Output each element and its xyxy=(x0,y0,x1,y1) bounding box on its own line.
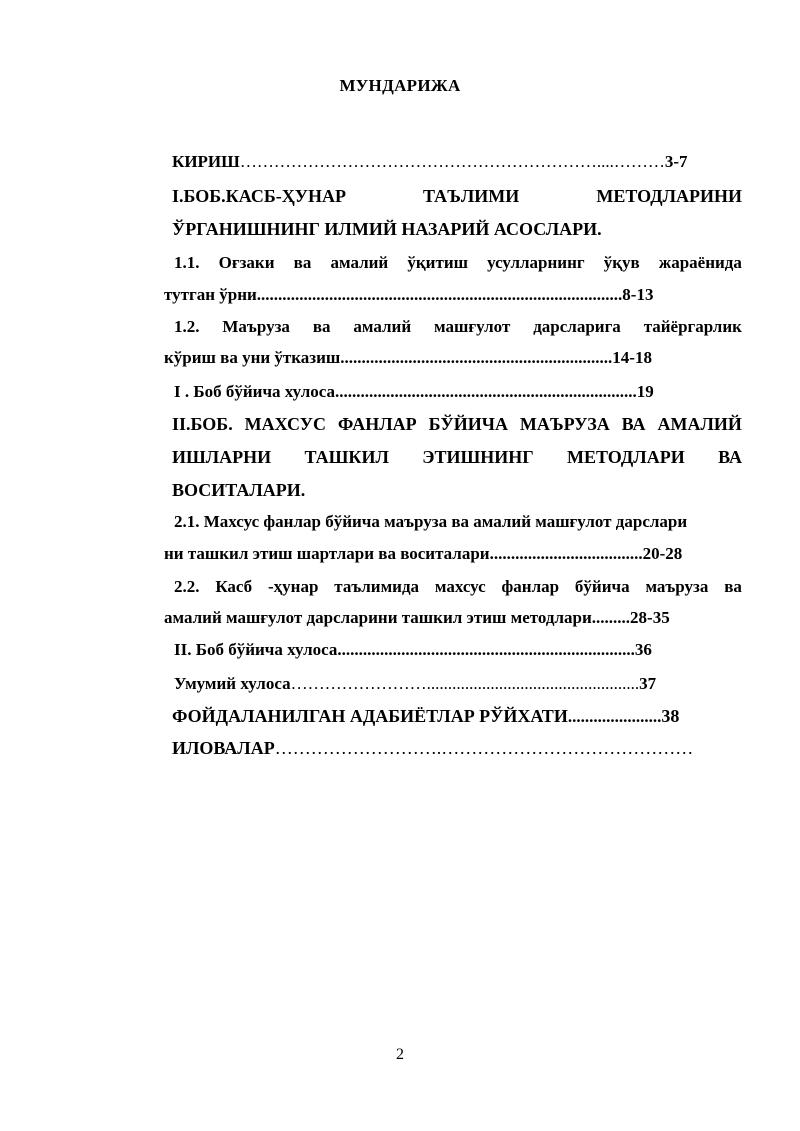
toc-entry-chapter-2[interactable]: II.БОБ. МАХСУС ФАНЛАР БЎЙИЧА МАЪРУЗА ВА АМАЛИЙ xyxy=(172,414,742,434)
toc-entry-chapter-1[interactable]: I.БОБ.КАСБ-ҲУНАР ТАЪЛИМИ МЕТОДЛАРИНИ xyxy=(172,186,742,206)
toc-entry-2-2[interactable]: 2.2. Касб -ҳунар таълимида махсус фанлар бўйича маъруза ва xyxy=(174,577,742,596)
toc-entry-chapter-1-conclusion[interactable]: I . Боб бўйича хулоса.......................................................................19 xyxy=(174,382,654,401)
toc-entry-1-1-line2[interactable]: тутган ўрни......................................................................................8-13 xyxy=(164,285,654,304)
toc-entry-1-2-line2[interactable]: кўриш ва уни ўтказиш................................................................14-18 xyxy=(164,348,652,367)
toc-entry-chapter-2-conclusion[interactable]: II. Боб бўйича хулоса......................................................................36 xyxy=(174,640,652,659)
toc-entry-1-2[interactable]: 1.2. Маъруза ва амалий машғулот дарсларига тайёргарлик xyxy=(174,317,742,336)
toc-entry-chapter-1-line2: ЎРГАНИШНИНГ ИЛМИЙ НАЗАРИЙ АСОСЛАРИ. xyxy=(172,219,602,239)
toc-entry-2-1[interactable]: 2.1. Махсус фанлар бўйича маъруза ва амалий машғулот дарслари xyxy=(174,512,688,531)
toc-entry-2-1-line2[interactable]: ни ташкил этиш шартлари ва воситалари....................................20-28 xyxy=(164,544,683,563)
page-number: 2 xyxy=(396,1046,404,1063)
toc-entry-1-1[interactable]: 1.1. Оғзаки ва амалий ўқитиш усулларнинг ўқув жараёнида xyxy=(174,253,742,272)
toc-entry-2-2-line2[interactable]: амалий машғулот дарсларини ташкил этиш методлари.........28-35 xyxy=(164,608,670,627)
toc-entry-appendices[interactable]: ИЛОВАЛАР……………………….…………………………………… xyxy=(172,738,694,758)
toc-entry-bibliography[interactable]: ФОЙДАЛАНИЛГАН АДАБИЁТЛАР РЎЙХАТИ......................38 xyxy=(172,706,680,726)
toc-entry-chapter-2-line3: ВОСИТАЛАРИ. xyxy=(172,480,306,500)
page-title: МУНДАРИЖА xyxy=(339,76,461,95)
toc-entry-introduction[interactable]: КИРИШ………………………………………………………....………3-7 xyxy=(172,152,688,171)
toc-entry-chapter-2-line2: ИШЛАРНИ ТАШКИЛ ЭТИШНИНГ МЕТОДЛАРИ ВА xyxy=(172,447,742,467)
toc-entry-general-conclusion[interactable]: Умумий хулоса……………………..................................................37 xyxy=(174,674,657,693)
